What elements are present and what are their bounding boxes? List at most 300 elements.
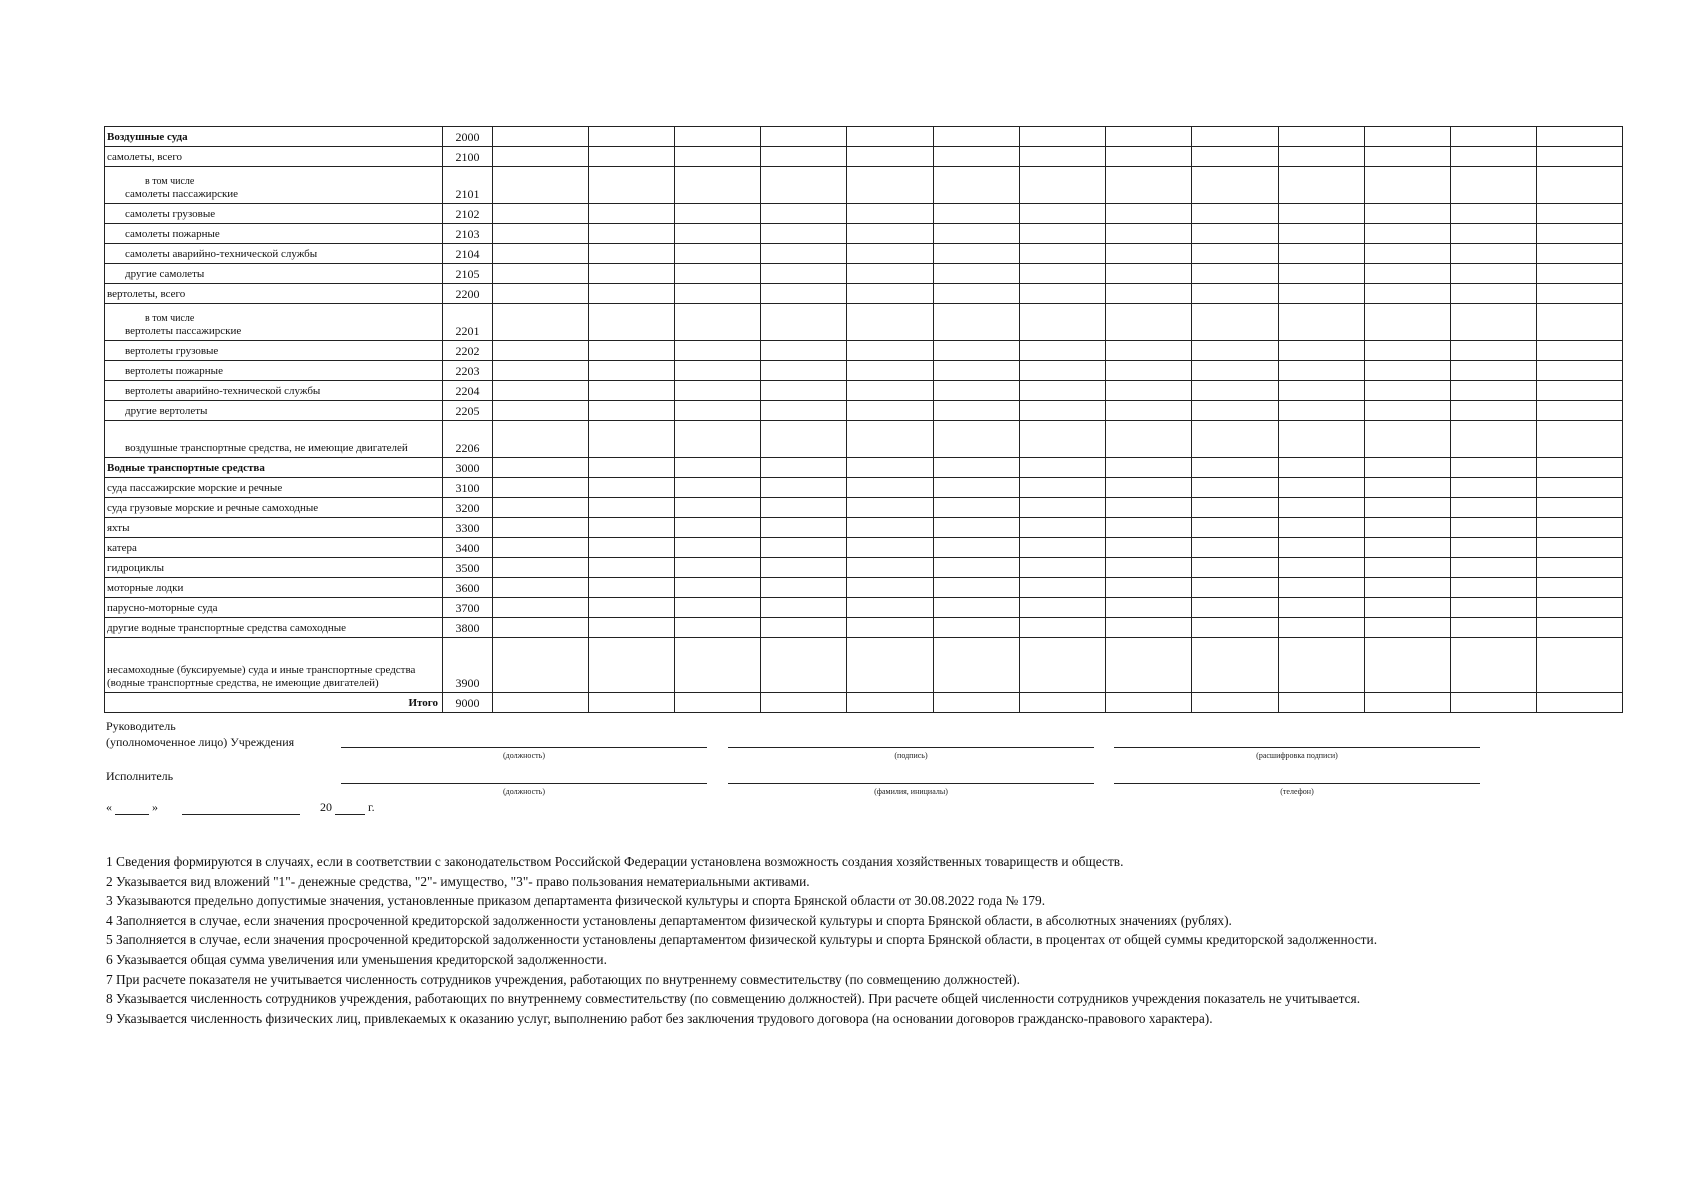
data-cell[interactable] (847, 538, 934, 558)
data-cell[interactable] (761, 284, 847, 304)
data-cell[interactable] (493, 421, 589, 458)
data-cell[interactable] (1106, 204, 1192, 224)
data-cell[interactable] (1451, 578, 1537, 598)
data-cell[interactable] (1192, 518, 1279, 538)
data-cell[interactable] (589, 498, 675, 518)
data-cell[interactable] (761, 401, 847, 421)
data-cell[interactable] (1537, 204, 1623, 224)
data-cell[interactable] (1192, 341, 1279, 361)
data-cell[interactable] (1279, 341, 1365, 361)
data-cell[interactable] (1020, 578, 1106, 598)
data-cell[interactable] (1365, 498, 1451, 518)
data-cell[interactable] (1365, 401, 1451, 421)
data-cell[interactable] (761, 204, 847, 224)
data-cell[interactable] (675, 578, 761, 598)
data-cell[interactable] (1020, 638, 1106, 693)
data-cell[interactable] (1106, 458, 1192, 478)
data-cell[interactable] (675, 147, 761, 167)
data-cell[interactable] (1106, 147, 1192, 167)
data-cell[interactable] (1192, 361, 1279, 381)
data-cell[interactable] (1192, 381, 1279, 401)
data-cell[interactable] (493, 518, 589, 538)
data-cell[interactable] (1192, 204, 1279, 224)
data-cell[interactable] (934, 304, 1020, 341)
data-cell[interactable] (1279, 618, 1365, 638)
data-cell[interactable] (1537, 421, 1623, 458)
data-cell[interactable] (1537, 618, 1623, 638)
data-cell[interactable] (847, 498, 934, 518)
data-cell[interactable] (1279, 518, 1365, 538)
data-cell[interactable] (589, 518, 675, 538)
date-month-blank[interactable] (182, 802, 300, 815)
data-cell[interactable] (1106, 638, 1192, 693)
data-cell[interactable] (1279, 558, 1365, 578)
data-cell[interactable] (934, 498, 1020, 518)
data-cell[interactable] (1020, 693, 1106, 713)
data-cell[interactable] (1365, 204, 1451, 224)
data-cell[interactable] (1020, 498, 1106, 518)
data-cell[interactable] (589, 538, 675, 558)
data-cell[interactable] (675, 341, 761, 361)
data-cell[interactable] (589, 598, 675, 618)
data-cell[interactable] (1020, 538, 1106, 558)
data-cell[interactable] (934, 204, 1020, 224)
data-cell[interactable] (1106, 341, 1192, 361)
data-cell[interactable] (1192, 284, 1279, 304)
data-cell[interactable] (1279, 693, 1365, 713)
data-cell[interactable] (1279, 167, 1365, 204)
data-cell[interactable] (675, 598, 761, 618)
data-cell[interactable] (493, 361, 589, 381)
data-cell[interactable] (1451, 244, 1537, 264)
data-cell[interactable] (847, 244, 934, 264)
data-cell[interactable] (847, 638, 934, 693)
data-cell[interactable] (761, 498, 847, 518)
data-cell[interactable] (1537, 127, 1623, 147)
date-day-blank[interactable] (115, 802, 149, 815)
head-position-line[interactable] (341, 747, 707, 748)
data-cell[interactable] (761, 341, 847, 361)
data-cell[interactable] (589, 401, 675, 421)
data-cell[interactable] (1106, 244, 1192, 264)
data-cell[interactable] (493, 147, 589, 167)
data-cell[interactable] (934, 264, 1020, 284)
data-cell[interactable] (1365, 264, 1451, 284)
data-cell[interactable] (1279, 598, 1365, 618)
data-cell[interactable] (1106, 478, 1192, 498)
data-cell[interactable] (1279, 381, 1365, 401)
data-cell[interactable] (1365, 598, 1451, 618)
data-cell[interactable] (761, 693, 847, 713)
data-cell[interactable] (1451, 498, 1537, 518)
data-cell[interactable] (1279, 421, 1365, 458)
data-cell[interactable] (675, 458, 761, 478)
data-cell[interactable] (1451, 224, 1537, 244)
data-cell[interactable] (1106, 284, 1192, 304)
data-cell[interactable] (589, 204, 675, 224)
data-cell[interactable] (1451, 127, 1537, 147)
data-cell[interactable] (1537, 224, 1623, 244)
data-cell[interactable] (675, 304, 761, 341)
data-cell[interactable] (493, 284, 589, 304)
data-cell[interactable] (1365, 127, 1451, 147)
data-cell[interactable] (1279, 147, 1365, 167)
executor-phone-line[interactable] (1114, 783, 1480, 784)
data-cell[interactable] (1537, 693, 1623, 713)
data-cell[interactable] (1365, 518, 1451, 538)
data-cell[interactable] (1537, 558, 1623, 578)
data-cell[interactable] (1106, 401, 1192, 421)
data-cell[interactable] (1451, 693, 1537, 713)
data-cell[interactable] (675, 244, 761, 264)
data-cell[interactable] (1106, 538, 1192, 558)
data-cell[interactable] (589, 458, 675, 478)
data-cell[interactable] (493, 578, 589, 598)
data-cell[interactable] (761, 167, 847, 204)
data-cell[interactable] (1020, 401, 1106, 421)
data-cell[interactable] (1537, 381, 1623, 401)
data-cell[interactable] (847, 401, 934, 421)
data-cell[interactable] (934, 167, 1020, 204)
data-cell[interactable] (1451, 421, 1537, 458)
data-cell[interactable] (1451, 304, 1537, 341)
data-cell[interactable] (1192, 618, 1279, 638)
head-decoding-line[interactable] (1114, 747, 1480, 748)
data-cell[interactable] (1365, 538, 1451, 558)
data-cell[interactable] (934, 478, 1020, 498)
data-cell[interactable] (1365, 421, 1451, 458)
data-cell[interactable] (675, 167, 761, 204)
data-cell[interactable] (1451, 361, 1537, 381)
data-cell[interactable] (934, 578, 1020, 598)
data-cell[interactable] (847, 167, 934, 204)
data-cell[interactable] (1365, 638, 1451, 693)
data-cell[interactable] (1192, 598, 1279, 618)
data-cell[interactable] (1537, 167, 1623, 204)
data-cell[interactable] (675, 498, 761, 518)
data-cell[interactable] (1106, 381, 1192, 401)
data-cell[interactable] (1020, 167, 1106, 204)
data-cell[interactable] (1192, 638, 1279, 693)
data-cell[interactable] (934, 421, 1020, 458)
data-cell[interactable] (1192, 578, 1279, 598)
data-cell[interactable] (847, 578, 934, 598)
data-cell[interactable] (1451, 264, 1537, 284)
data-cell[interactable] (847, 558, 934, 578)
data-cell[interactable] (1192, 421, 1279, 458)
data-cell[interactable] (847, 381, 934, 401)
data-cell[interactable] (1106, 361, 1192, 381)
data-cell[interactable] (1365, 167, 1451, 204)
data-cell[interactable] (493, 401, 589, 421)
data-cell[interactable] (1537, 538, 1623, 558)
data-cell[interactable] (675, 204, 761, 224)
data-cell[interactable] (1279, 127, 1365, 147)
data-cell[interactable] (675, 693, 761, 713)
data-cell[interactable] (1365, 458, 1451, 478)
data-cell[interactable] (589, 127, 675, 147)
data-cell[interactable] (589, 618, 675, 638)
data-cell[interactable] (1537, 284, 1623, 304)
data-cell[interactable] (847, 598, 934, 618)
data-cell[interactable] (1020, 558, 1106, 578)
data-cell[interactable] (1020, 458, 1106, 478)
data-cell[interactable] (675, 638, 761, 693)
data-cell[interactable] (934, 224, 1020, 244)
data-cell[interactable] (675, 558, 761, 578)
head-signature-line[interactable] (728, 747, 1094, 748)
data-cell[interactable] (1537, 401, 1623, 421)
data-cell[interactable] (934, 284, 1020, 304)
data-cell[interactable] (934, 341, 1020, 361)
data-cell[interactable] (1537, 244, 1623, 264)
data-cell[interactable] (934, 618, 1020, 638)
data-cell[interactable] (1020, 204, 1106, 224)
data-cell[interactable] (934, 638, 1020, 693)
data-cell[interactable] (847, 361, 934, 381)
data-cell[interactable] (1365, 578, 1451, 598)
data-cell[interactable] (675, 401, 761, 421)
data-cell[interactable] (1106, 304, 1192, 341)
data-cell[interactable] (1192, 538, 1279, 558)
data-cell[interactable] (934, 381, 1020, 401)
data-cell[interactable] (1451, 638, 1537, 693)
data-cell[interactable] (1279, 538, 1365, 558)
data-cell[interactable] (675, 284, 761, 304)
executor-name-line[interactable] (728, 783, 1094, 784)
data-cell[interactable] (934, 361, 1020, 381)
data-cell[interactable] (1020, 518, 1106, 538)
data-cell[interactable] (761, 458, 847, 478)
data-cell[interactable] (1020, 284, 1106, 304)
data-cell[interactable] (1106, 167, 1192, 204)
data-cell[interactable] (761, 127, 847, 147)
data-cell[interactable] (1537, 147, 1623, 167)
data-cell[interactable] (1451, 204, 1537, 224)
data-cell[interactable] (1279, 478, 1365, 498)
data-cell[interactable] (847, 618, 934, 638)
data-cell[interactable] (1020, 147, 1106, 167)
data-cell[interactable] (1451, 518, 1537, 538)
data-cell[interactable] (589, 224, 675, 244)
data-cell[interactable] (847, 341, 934, 361)
data-cell[interactable] (761, 638, 847, 693)
data-cell[interactable] (493, 224, 589, 244)
data-cell[interactable] (1020, 341, 1106, 361)
data-cell[interactable] (847, 224, 934, 244)
data-cell[interactable] (493, 618, 589, 638)
data-cell[interactable] (1537, 598, 1623, 618)
data-cell[interactable] (1365, 558, 1451, 578)
data-cell[interactable] (761, 421, 847, 458)
data-cell[interactable] (1279, 204, 1365, 224)
data-cell[interactable] (1451, 401, 1537, 421)
data-cell[interactable] (761, 244, 847, 264)
data-cell[interactable] (1537, 578, 1623, 598)
data-cell[interactable] (493, 598, 589, 618)
data-cell[interactable] (1279, 578, 1365, 598)
data-cell[interactable] (589, 381, 675, 401)
data-cell[interactable] (493, 204, 589, 224)
data-cell[interactable] (761, 478, 847, 498)
data-cell[interactable] (1451, 618, 1537, 638)
data-cell[interactable] (1365, 361, 1451, 381)
data-cell[interactable] (1279, 498, 1365, 518)
data-cell[interactable] (1192, 458, 1279, 478)
data-cell[interactable] (1020, 304, 1106, 341)
data-cell[interactable] (1451, 458, 1537, 478)
data-cell[interactable] (493, 381, 589, 401)
data-cell[interactable] (1537, 498, 1623, 518)
data-cell[interactable] (675, 421, 761, 458)
data-cell[interactable] (847, 304, 934, 341)
data-cell[interactable] (589, 361, 675, 381)
data-cell[interactable] (1192, 264, 1279, 284)
data-cell[interactable] (589, 558, 675, 578)
data-cell[interactable] (934, 558, 1020, 578)
data-cell[interactable] (1106, 518, 1192, 538)
data-cell[interactable] (493, 478, 589, 498)
data-cell[interactable] (1192, 478, 1279, 498)
data-cell[interactable] (493, 127, 589, 147)
data-cell[interactable] (1279, 638, 1365, 693)
data-cell[interactable] (589, 693, 675, 713)
data-cell[interactable] (1106, 224, 1192, 244)
data-cell[interactable] (1451, 284, 1537, 304)
data-cell[interactable] (1020, 264, 1106, 284)
data-cell[interactable] (934, 147, 1020, 167)
data-cell[interactable] (1537, 264, 1623, 284)
data-cell[interactable] (1365, 618, 1451, 638)
data-cell[interactable] (1451, 381, 1537, 401)
data-cell[interactable] (1365, 693, 1451, 713)
data-cell[interactable] (934, 598, 1020, 618)
data-cell[interactable] (1020, 598, 1106, 618)
data-cell[interactable] (847, 518, 934, 538)
data-cell[interactable] (1365, 147, 1451, 167)
data-cell[interactable] (1279, 401, 1365, 421)
data-cell[interactable] (761, 518, 847, 538)
data-cell[interactable] (493, 458, 589, 478)
data-cell[interactable] (675, 381, 761, 401)
data-cell[interactable] (1192, 147, 1279, 167)
data-cell[interactable] (1537, 361, 1623, 381)
data-cell[interactable] (1537, 478, 1623, 498)
data-cell[interactable] (493, 264, 589, 284)
data-cell[interactable] (1020, 478, 1106, 498)
data-cell[interactable] (1279, 304, 1365, 341)
data-cell[interactable] (934, 538, 1020, 558)
data-cell[interactable] (1279, 224, 1365, 244)
data-cell[interactable] (1279, 284, 1365, 304)
data-cell[interactable] (675, 224, 761, 244)
data-cell[interactable] (1106, 264, 1192, 284)
data-cell[interactable] (934, 518, 1020, 538)
data-cell[interactable] (493, 304, 589, 341)
data-cell[interactable] (1020, 361, 1106, 381)
data-cell[interactable] (1106, 421, 1192, 458)
data-cell[interactable] (1106, 578, 1192, 598)
data-cell[interactable] (1537, 304, 1623, 341)
data-cell[interactable] (1192, 558, 1279, 578)
data-cell[interactable] (847, 458, 934, 478)
data-cell[interactable] (1279, 361, 1365, 381)
data-cell[interactable] (493, 498, 589, 518)
data-cell[interactable] (493, 244, 589, 264)
data-cell[interactable] (493, 558, 589, 578)
data-cell[interactable] (1192, 244, 1279, 264)
date-year-blank[interactable] (335, 802, 365, 815)
data-cell[interactable] (589, 478, 675, 498)
data-cell[interactable] (1192, 224, 1279, 244)
data-cell[interactable] (1451, 558, 1537, 578)
data-cell[interactable] (1451, 478, 1537, 498)
data-cell[interactable] (589, 421, 675, 458)
data-cell[interactable] (847, 693, 934, 713)
data-cell[interactable] (934, 458, 1020, 478)
data-cell[interactable] (761, 361, 847, 381)
data-cell[interactable] (1365, 284, 1451, 304)
data-cell[interactable] (761, 578, 847, 598)
data-cell[interactable] (1020, 618, 1106, 638)
data-cell[interactable] (589, 244, 675, 264)
data-cell[interactable] (675, 127, 761, 147)
data-cell[interactable] (1365, 341, 1451, 361)
data-cell[interactable] (1020, 127, 1106, 147)
data-cell[interactable] (493, 693, 589, 713)
data-cell[interactable] (1192, 498, 1279, 518)
data-cell[interactable] (1106, 498, 1192, 518)
data-cell[interactable] (1365, 381, 1451, 401)
data-cell[interactable] (589, 638, 675, 693)
data-cell[interactable] (1279, 244, 1365, 264)
data-cell[interactable] (675, 538, 761, 558)
data-cell[interactable] (1279, 264, 1365, 284)
data-cell[interactable] (761, 538, 847, 558)
data-cell[interactable] (675, 518, 761, 538)
data-cell[interactable] (847, 147, 934, 167)
data-cell[interactable] (589, 167, 675, 204)
data-cell[interactable] (493, 638, 589, 693)
data-cell[interactable] (1192, 127, 1279, 147)
executor-position-line[interactable] (341, 783, 707, 784)
data-cell[interactable] (1106, 127, 1192, 147)
data-cell[interactable] (761, 381, 847, 401)
data-cell[interactable] (1106, 693, 1192, 713)
data-cell[interactable] (934, 127, 1020, 147)
data-cell[interactable] (934, 401, 1020, 421)
data-cell[interactable] (847, 264, 934, 284)
data-cell[interactable] (589, 578, 675, 598)
data-cell[interactable] (675, 618, 761, 638)
data-cell[interactable] (761, 618, 847, 638)
data-cell[interactable] (761, 558, 847, 578)
data-cell[interactable] (1365, 304, 1451, 341)
data-cell[interactable] (761, 264, 847, 284)
data-cell[interactable] (589, 304, 675, 341)
data-cell[interactable] (934, 693, 1020, 713)
data-cell[interactable] (1537, 458, 1623, 478)
data-cell[interactable] (589, 264, 675, 284)
data-cell[interactable] (1451, 341, 1537, 361)
data-cell[interactable] (1451, 538, 1537, 558)
data-cell[interactable] (675, 361, 761, 381)
data-cell[interactable] (1020, 224, 1106, 244)
data-cell[interactable] (1451, 598, 1537, 618)
data-cell[interactable] (1192, 304, 1279, 341)
data-cell[interactable] (1279, 458, 1365, 478)
data-cell[interactable] (1020, 381, 1106, 401)
